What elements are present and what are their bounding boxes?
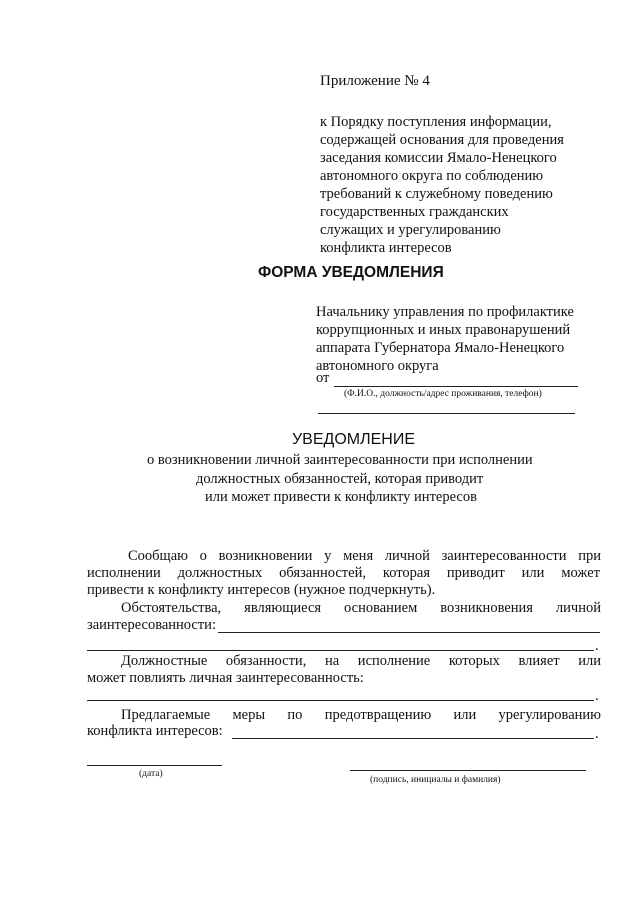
notice-subtitle-line: о возникновении личной заинтересованности при исполнении <box>147 452 533 468</box>
appendix-line: государственных гражданских <box>320 204 509 220</box>
measures-label: конфликта интересов: <box>87 723 223 739</box>
appendix-line: к Порядку поступления информации, <box>320 114 552 130</box>
addressee-line: аппарата Губернатора Ямало-Ненецкого <box>316 340 565 356</box>
from-field-line-2[interactable] <box>318 413 575 414</box>
duties-field-line[interactable] <box>87 700 594 701</box>
addressee-line: Начальнику управления по профилактике <box>316 304 574 320</box>
circumstances-field-line-2[interactable] <box>87 650 594 651</box>
circumstances-line: Обстоятельства, являющиеся основанием возникновения личной <box>121 600 601 616</box>
from-field-line[interactable] <box>334 386 578 387</box>
signature-label: (подпись, инициалы и фамилия) <box>370 775 501 785</box>
from-label: от <box>316 370 330 386</box>
body-para1-line: привести к конфликту интересов (нужное подчеркнуть). <box>87 582 436 598</box>
addressee-line: коррупционных и иных правонарушений <box>316 322 571 338</box>
signature-field-line[interactable] <box>350 770 586 771</box>
notice-subtitle-line: или может привести к конфликту интересов <box>205 489 477 505</box>
appendix-line: заседания комиссии Ямало-Ненецкого <box>320 150 557 166</box>
appendix-title: Приложение № 4 <box>320 73 430 89</box>
appendix-line: требований к служебному поведению <box>320 186 553 202</box>
from-hint: (Ф.И.О., должность/адрес проживания, телефон) <box>344 389 542 399</box>
date-field-line[interactable] <box>87 765 222 766</box>
appendix-line: содержащей основания для проведения <box>320 132 564 148</box>
circumstances-label: заинтересованности: <box>87 617 216 633</box>
measures-line: Предлагаемые меры по предотвращению или урегулированию <box>121 707 601 723</box>
body-para1-line: исполнении должностных обязанностей, которая приводит или может <box>87 565 600 581</box>
circumstances-period: . <box>595 638 599 654</box>
duties-period: . <box>595 688 599 704</box>
appendix-line: автономного округа по соблюдению <box>320 168 544 184</box>
measures-field-line[interactable] <box>232 738 594 739</box>
notice-heading: УВЕДОМЛЕНИЕ <box>292 431 416 448</box>
measures-period: . <box>595 726 599 742</box>
form-title: ФОРМА УВЕДОМЛЕНИЯ <box>258 264 444 281</box>
body-para1-line: Сообщаю о возникновении у меня личной заинтересованности при <box>128 548 601 564</box>
date-label: (дата) <box>139 769 163 779</box>
appendix-line: конфликта интересов <box>320 240 452 256</box>
appendix-line: служащих и урегулированию <box>320 222 501 238</box>
duties-line: Должностные обязанности, на исполнение которых влияет или <box>121 653 601 669</box>
notice-subtitle-line: должностных обязанностей, которая приводит <box>196 471 484 487</box>
addressee-line: автономного округа <box>316 358 439 374</box>
duties-line: может повлиять личная заинтересованность: <box>87 670 364 686</box>
circumstances-field-line[interactable] <box>218 632 600 633</box>
